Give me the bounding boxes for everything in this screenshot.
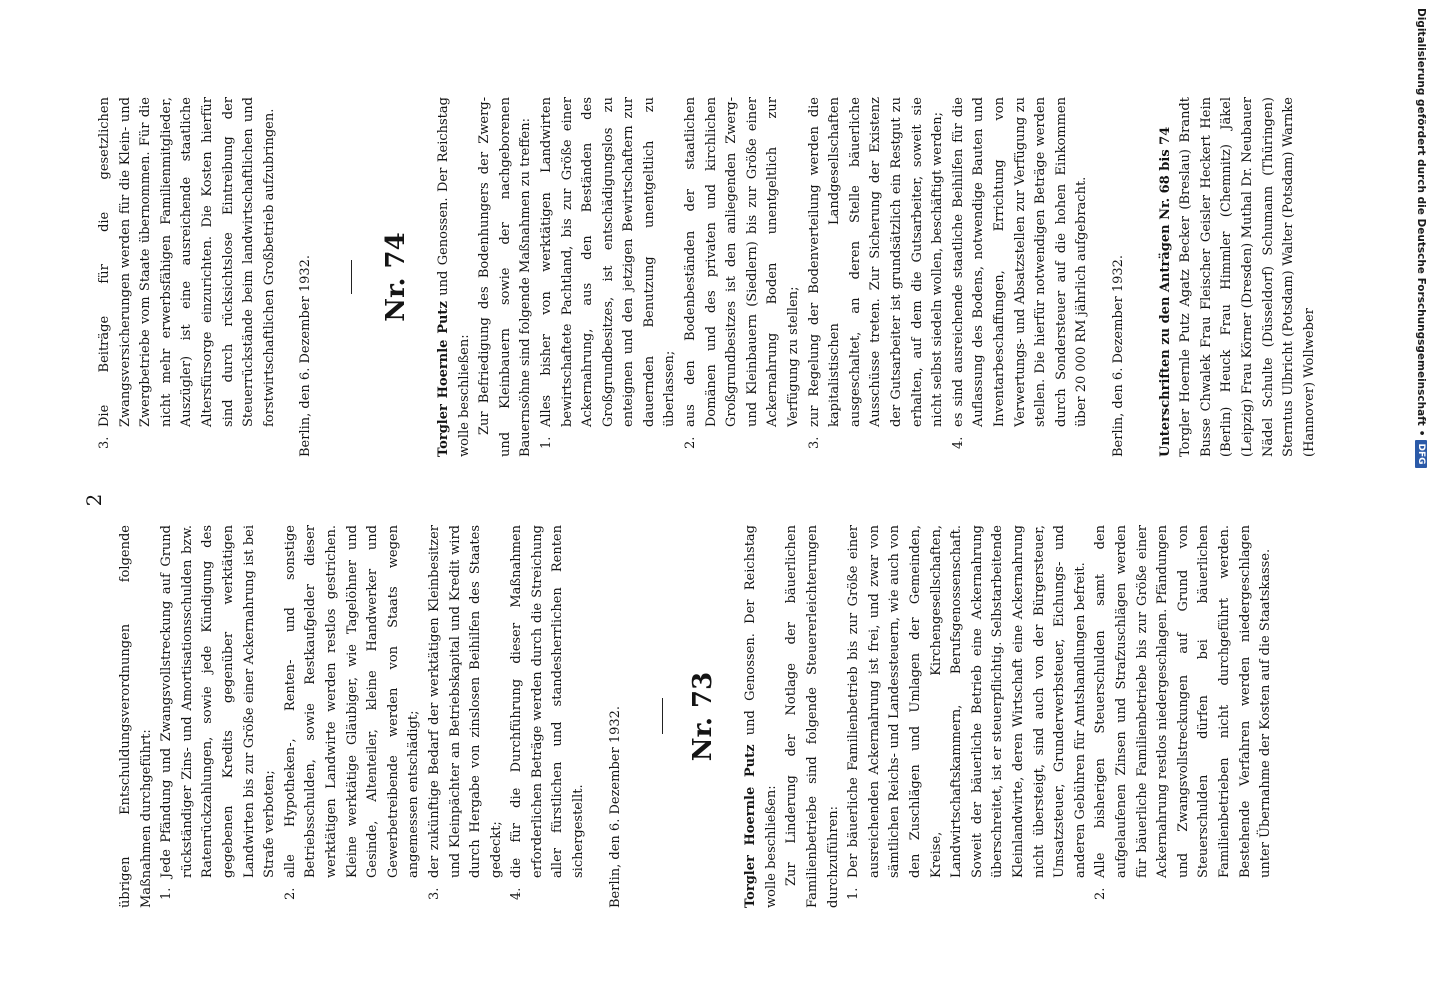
list-item: [681, 97, 805, 457]
item-text: alle Hypotheken-, Renten- und sonstige Betriebsschulden, sowie Restkaufgelder dieser werktätigen Landwirte werden restlos gestrichen. Kleine werktätige Gläubiger, wie Tagelöhner und Gesinde, Altenteiler, kleine Handwerker und Gewerbetreibende werden von Staats wegen angemessen entschädigt;: [282, 525, 422, 878]
list-item: [537, 97, 681, 457]
date-line: Berlin, den 6. Dezember 1932.: [298, 254, 314, 457]
item-text: zur Regelung der Bodenverteilung werden die kapitalistischen Landgesellschaften ausgeschaltet, an deren Stelle bäuerliche Ausschüsse treten. Zur Sicherung der Existenz der Gutsarbeiter ist grundsätzlich ein Restgut zu erhalten, auf dem die Gutsarbeiter, soweit sie nicht selbst siedeln wollen, beschäftigt werden;: [806, 97, 946, 427]
motion-intro: Zur Linderung der Notlage der bäuerlichen Familienbetriebe sind folgende Steuererleichterungen durchzuführen:: [784, 525, 841, 908]
date-line: Berlin, den 6. Dezember 1932.: [1110, 254, 1126, 457]
list-item: [844, 525, 1091, 908]
credit-text: Digitalisierung gefördert durch die Deutsche Forschungsgemeinschaft: [1415, 8, 1427, 426]
separator-rule: [662, 699, 663, 735]
left-intro: übrigen Entschuldungsverordnungen folgende Maßnahmen durchgeführt:: [118, 525, 154, 908]
list-item: [507, 525, 589, 908]
item-number: 2.: [1093, 887, 1109, 900]
list-item: [157, 525, 281, 908]
movers-rest: und Genossen. Der Reichstag wolle beschließen:: [435, 97, 472, 457]
digitization-credit: [1410, 8, 1432, 978]
movers-rest: und Genossen. Der Reichstag wolle beschließen:: [743, 525, 779, 908]
item-text: aus den Bodenbeständen der staatlichen Domänen und des privaten und kirchlichen Großgrundbesitzes ist den anliegenden Zwerg- und Kleinbauern (Siedlern) bis zur Größe einer Ackernahrung Boden unentgeltlich zur Verfügung zu stellen;: [683, 97, 802, 427]
item-text: Der bäuerliche Familienbetrieb bis zur Größe einer ausreichenden Ackernahrung ist frei, und zwar von sämtlichen Reichs- und Landessteuern, wie auch von den Zuschlägen und Umlagen der Gemeinden, Kreise, Kirchengesellschaften, Landwirtschaftskammern, Berufsgenossenschaft. Soweit der bäuerliche Betrieb eine Ackernahrung überschreitet, ist er steuerpflichtig. Selbstarbeitende Kleinlandwirte, deren Wirtschaft eine Ackernahrung nicht übersteigt, sind auch von der Bürgersteuer, Umsatzsteuer, Grunderwerbsteuer, Eichungs- und anderen Gebühren für Amtshandlungen befreit.: [846, 525, 1088, 878]
left-column: [116, 525, 1277, 908]
motion-intro: Zur Befriedigung des Bodenhungers der Zwerg- und Kleinbauern sowie der nachgeborenen Bauernsöhne sind folgende Maßnahmen zu treffen:: [477, 97, 534, 457]
date-line: Berlin, den 6. Dezember 1932.: [607, 705, 623, 908]
list-item: [95, 97, 280, 457]
item-text: Die Beiträge für die gesetzlichen Zwangsversicherungen werden für die Klein- und Zwergbetriebe vom Staate übernommen. Für die nicht mehr erwerbsfähigen Familienmitglieder, Auszügler) ist eine ausreichende staatliche Altersfürsorge einzurichten. Die Kosten hierfür sind durch rücksichtslose Eintreibung der Steuerrückstände beim landwirtschaftlichen und forstwirtschaftlichen Großbetrieb aufzubringen.: [97, 97, 277, 427]
motion-movers: [434, 97, 475, 457]
item-text: Alles bisher von werktätigen Landwirten bewirtschaftete Pachtland, bis zur Größe einer Ackernahrung, aus den Beständen des Großgrundbesitzes, ist entschädigungslos zu enteignen und den jetzigen Bewirtschaftern zur dauernden Benutzung unentgeltlich zu überlassen;: [538, 97, 678, 427]
item-number: 4.: [509, 887, 525, 900]
dfg-logo: DFG: [1415, 440, 1427, 467]
item-number: 2.: [683, 436, 699, 449]
item-number: 3.: [97, 436, 112, 449]
item-number: 3.: [806, 436, 822, 449]
signatures-list: Torgler Hoernle Putz Agatz Becker (Breslau) Brandt Busse Chwalek Frau Fleischer Geisler Heckert Hein (Berlin) Heuck Frau Himmler (Chemnitz) Jäkel (Leipzig) Frau Körner (Dresden) Muthal Dr. Neubauer Nädel Schulte (Düsseldorf) Schumann (Thüringen) Sterntus Ulbricht (Potsdam) Walter (Potsdam) Warnke (Hannover) Wollweber: [1178, 97, 1317, 457]
list-item: [281, 525, 425, 908]
separator-dot: •: [1415, 429, 1427, 437]
credit-line: [1410, 8, 1432, 978]
item-text: Jede Pfändung und Zwangsvollstreckung auf Grund rückständiger Zins- und Amortisationsschulden bzw. Ratenrückzahlungen, sowie jede Kündigung des gegebenen Kredits gegenüber werktätigen Landwirten bis zur Größe einer Ackernahrung ist bei Strafe verboten;: [159, 525, 278, 878]
signatures-heading: Unterschriften zu den Anträgen Nr. 68 bis 74: [1157, 126, 1173, 457]
item-number: 2.: [282, 887, 298, 900]
item-text: die für die Durchführung dieser Maßnahmen erforderlichen Beträge werden durch die Streichung aller fürstlichen und standesherrlichen Renten sichergestellt.: [509, 525, 587, 878]
right-column: [95, 97, 1320, 457]
item-number: 4.: [950, 436, 966, 449]
item-number: 1.: [159, 887, 175, 900]
item-text: Alle bisherigen Steuerschulden samt den aufgelaufenen Zinsen und Strafzuschlägen werden für bäuerliche Familienbetriebe bis zur Größe einer Ackernahrung restlos niedergeschlagen. Pfändungen und Zwangsvollstreckungen auf Grund von Steuerschulden dürfen bei bäuerlichen Familienbetrieben nicht durchgeführt werden. Bestehende Verfahren werden niedergeschlagen unter Übernahme der Kosten auf die Staatskasse.: [1093, 525, 1274, 878]
motion-movers: [741, 525, 782, 908]
item-number: 3.: [426, 887, 442, 900]
item-number: 1.: [538, 436, 554, 449]
item-number: 1.: [846, 887, 862, 900]
page-number: 2: [82, 493, 106, 507]
separator-rule: [351, 260, 352, 294]
list-item: [1091, 525, 1276, 908]
list-item: [425, 525, 507, 908]
movers-names: Torgler Hoernle Putz: [435, 301, 451, 457]
list-item: [949, 97, 1093, 457]
movers-names: Torgler Hoernle Putz: [743, 744, 759, 908]
motion-heading-73: Nr. 73: [688, 671, 719, 762]
item-text: der zukünftige Bedarf der werktätigen Kleinbesitzer und Kleinpächter an Betriebskapital und Kredit wird durch Hergabe von zinslosen Beihilfen des Staates gedeckt;: [426, 525, 504, 878]
list-item: [805, 97, 949, 457]
motion-heading-74: Nr. 74: [380, 232, 411, 322]
item-text: es sind ausreichende staatliche Beihilfen für die Auflassung des Bodens, notwendige Bauten und Inventarbeschaffungen, Errichtung von Verwertungs- und Absatzstellen zur Verfügung zu stellen. Die hierfür notwendigen Beträge werden durch Sondersteuer auf die hohen Einkommen über 20 000 RM jährlich aufgebracht.: [950, 97, 1090, 427]
